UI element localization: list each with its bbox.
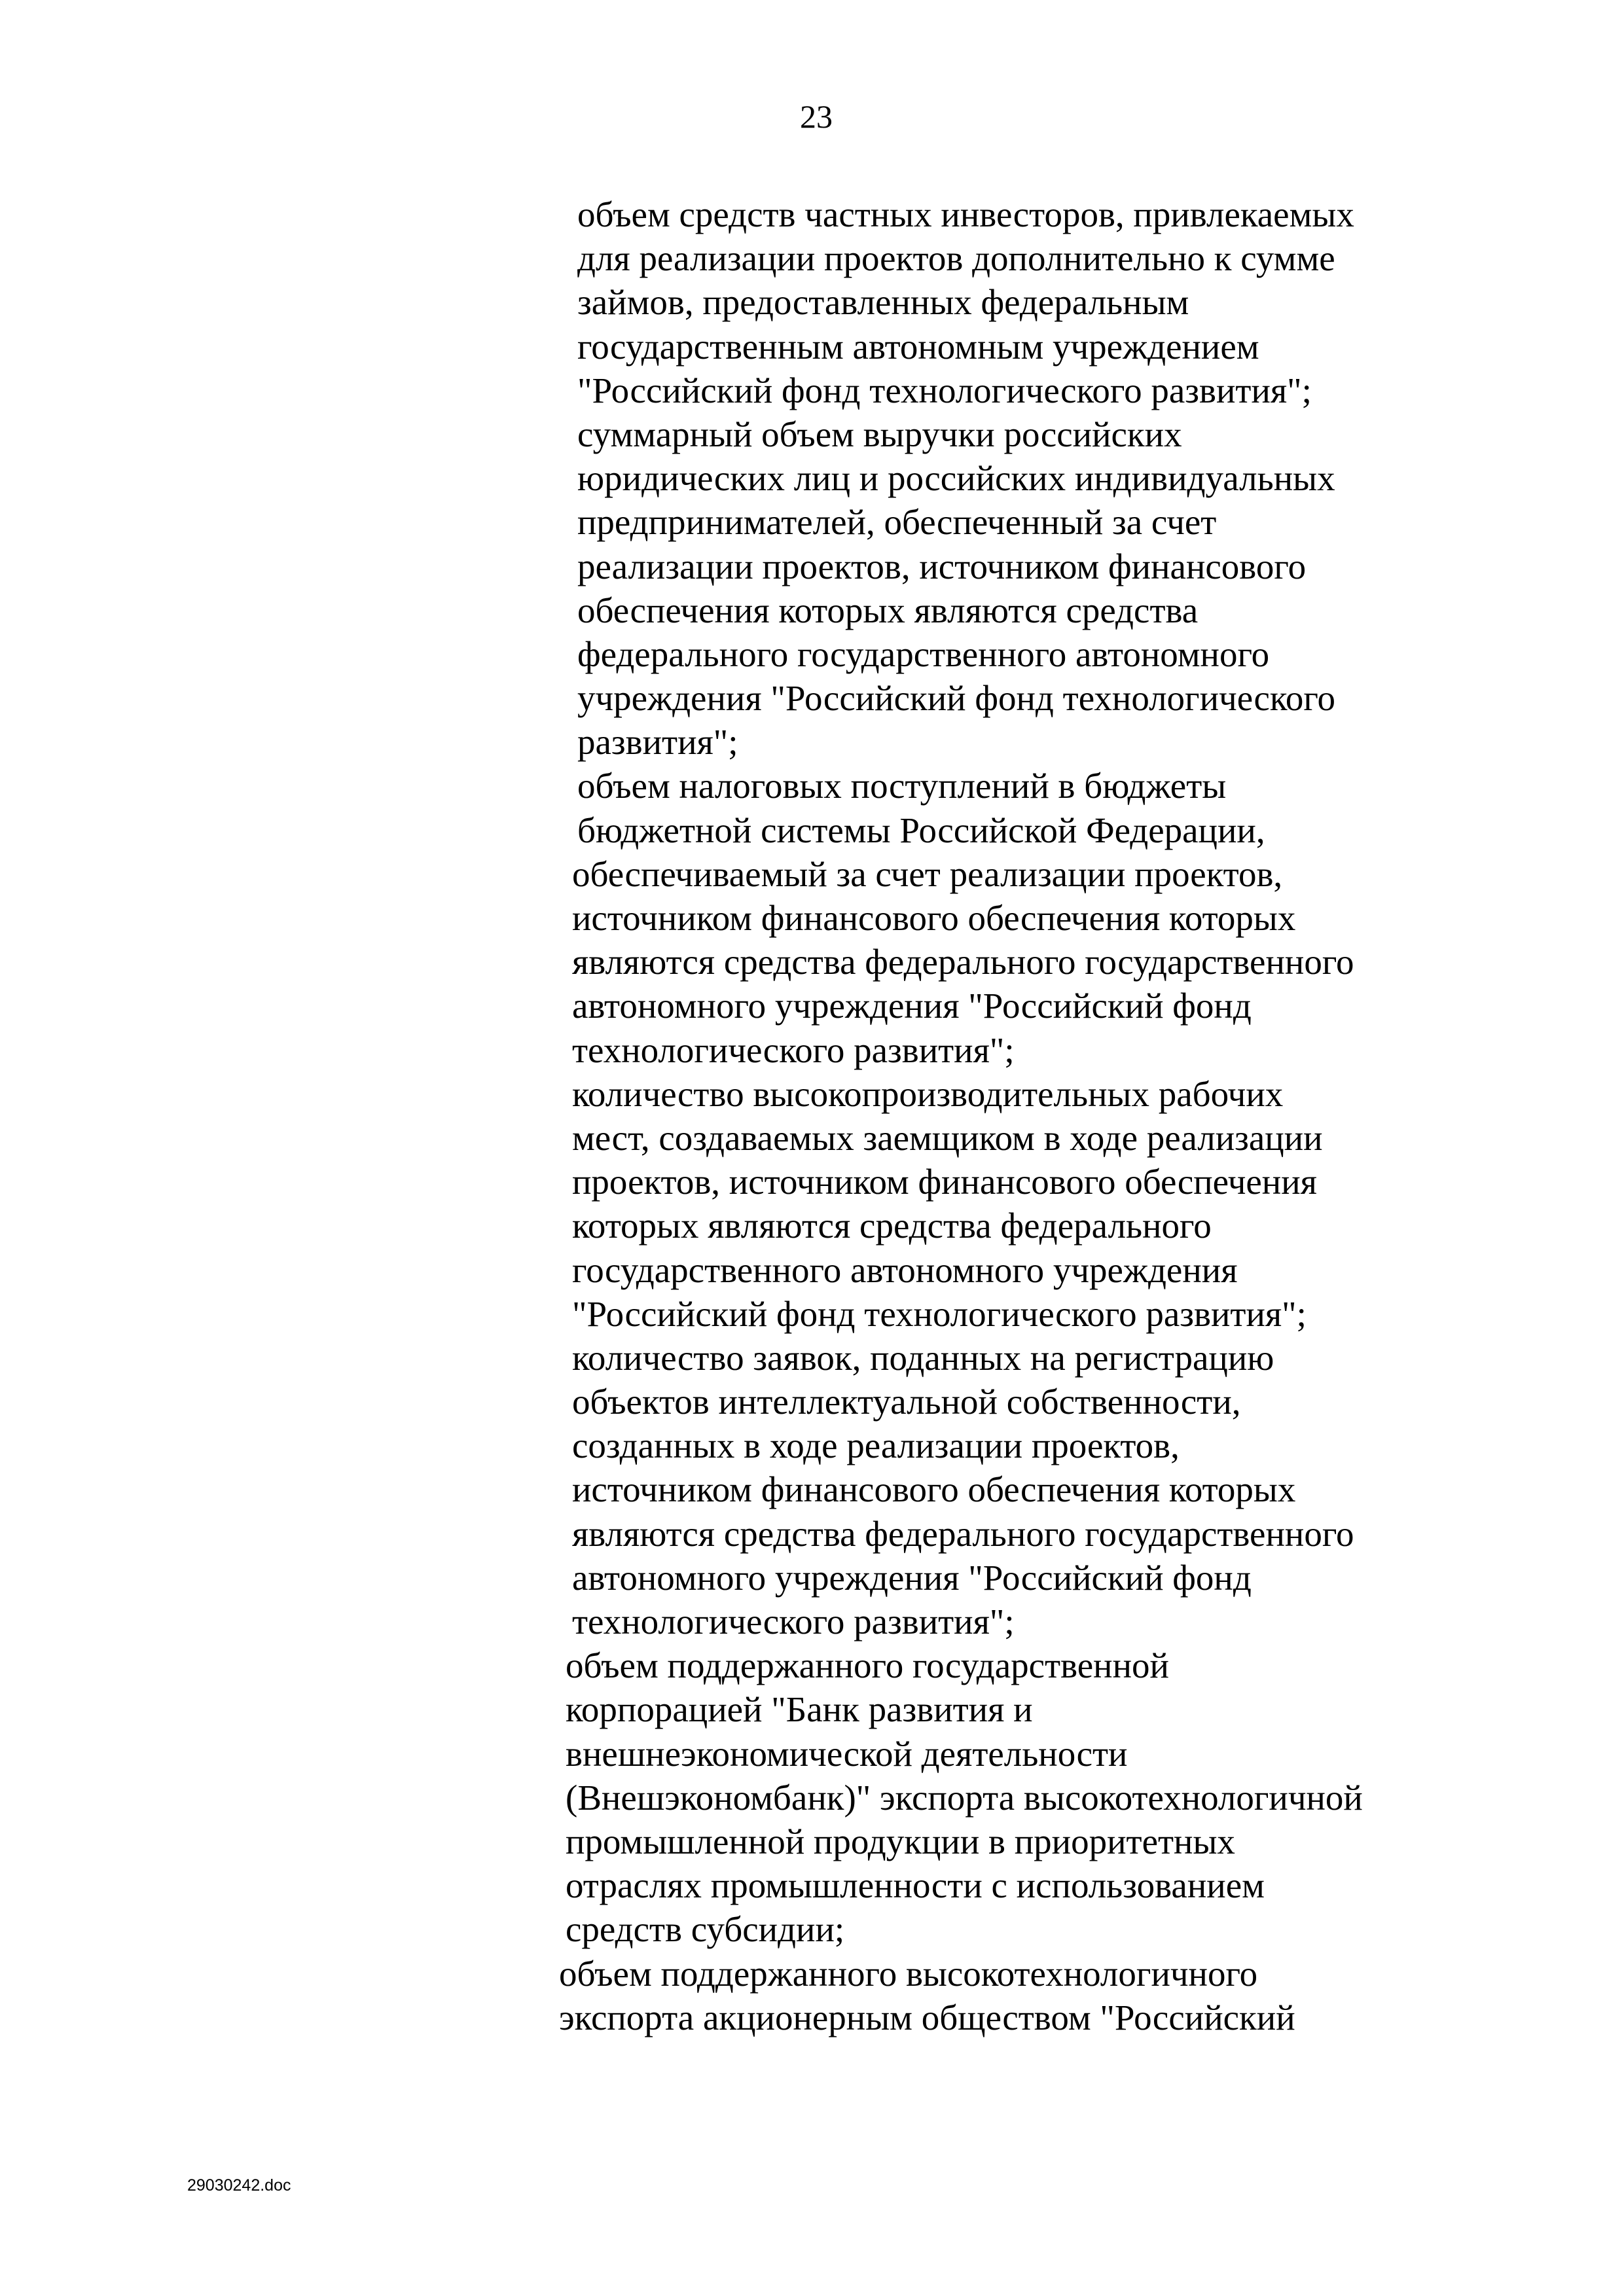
text-line: промышленной продукции в приоритетных <box>566 1821 1235 1861</box>
text-line: являются средства федерального государственного <box>572 942 1354 982</box>
text-line: предпринимателей, обеспеченный за счет <box>577 502 1217 543</box>
text-line: объем поддержанного государственной <box>566 1645 1169 1686</box>
text-line: количество заявок, поданных на регистрацию <box>572 1337 1274 1378</box>
text-line: реализации проектов, источником финансового <box>577 546 1307 586</box>
text-line: корпорацией "Банк развития и <box>566 1689 1033 1730</box>
text-line: учреждения "Российский фонд технологического <box>577 678 1336 719</box>
text-line: государственного автономного учреждения <box>572 1249 1238 1290</box>
text-line: которых являются средства федерального <box>572 1206 1212 1246</box>
text-line: внешнеэкономической деятельности <box>566 1733 1128 1774</box>
text-line: государственным автономным учреждением <box>577 326 1259 367</box>
text-line: являются средства федерального государственного <box>572 1513 1354 1554</box>
text-line: автономного учреждения "Российский фонд <box>572 1557 1252 1598</box>
body-text <box>559 192 1554 2039</box>
text-line: "Российский фонд технологического развития"; <box>572 1293 1307 1334</box>
text-line: автономного учреждения "Российский фонд <box>572 986 1252 1026</box>
text-line: технологического развития"; <box>572 1602 1015 1641</box>
text-line: объем поддержанного высокотехнологичного <box>559 1953 1258 1994</box>
text-line: проектов, источником финансового обеспечения <box>572 1162 1317 1202</box>
text-line: источником финансового обеспечения которых <box>572 898 1296 938</box>
page-number: 23 <box>800 98 833 135</box>
text-line: созданных в ходе реализации проектов, <box>572 1426 1180 1466</box>
text-line: суммарный объем выручки российских <box>577 414 1182 454</box>
text-line: федерального государственного автономного <box>577 634 1270 674</box>
text-line: количество высокопроизводительных рабочих <box>572 1073 1284 1114</box>
document-file-code: 29030242.doc <box>187 2176 291 2195</box>
text-line: юридических лиц и российских индивидуальных <box>577 458 1335 499</box>
text-line: отраслях промышленности с использованием <box>566 1865 1265 1906</box>
text-line: экспорта акционерным обществом "Российский <box>559 1997 1295 2037</box>
text-line: развития"; <box>577 722 738 762</box>
text-line: объем средств частных инвесторов, привлекаемых <box>577 194 1354 234</box>
text-line: (Внешэкономбанк)" экспорта высокотехнологичной <box>566 1777 1363 1818</box>
text-line: бюджетной системы Российской Федерации, <box>577 810 1265 850</box>
text-line: источником финансового обеспечения которых <box>572 1469 1296 1510</box>
text-line: для реализации проектов дополнительно к сумме <box>577 238 1335 279</box>
text-line: технологического развития"; <box>572 1030 1015 1070</box>
text-line: обеспечиваемый за счет реализации проектов, <box>572 853 1283 894</box>
text-line: обеспечения которых являются средства <box>577 590 1199 630</box>
text-line: средств субсидии; <box>566 1909 845 1950</box>
text-line: мест, создаваемых заемщиком в ходе реализации <box>572 1117 1323 1158</box>
text-line: "Российский фонд технологического развития"; <box>577 370 1312 410</box>
text-line: объектов интеллектуальной собственности, <box>572 1382 1241 1422</box>
text-line: объем налоговых поступлений в бюджеты <box>577 766 1227 806</box>
text-line: займов, предоставленных федеральным <box>577 282 1189 323</box>
